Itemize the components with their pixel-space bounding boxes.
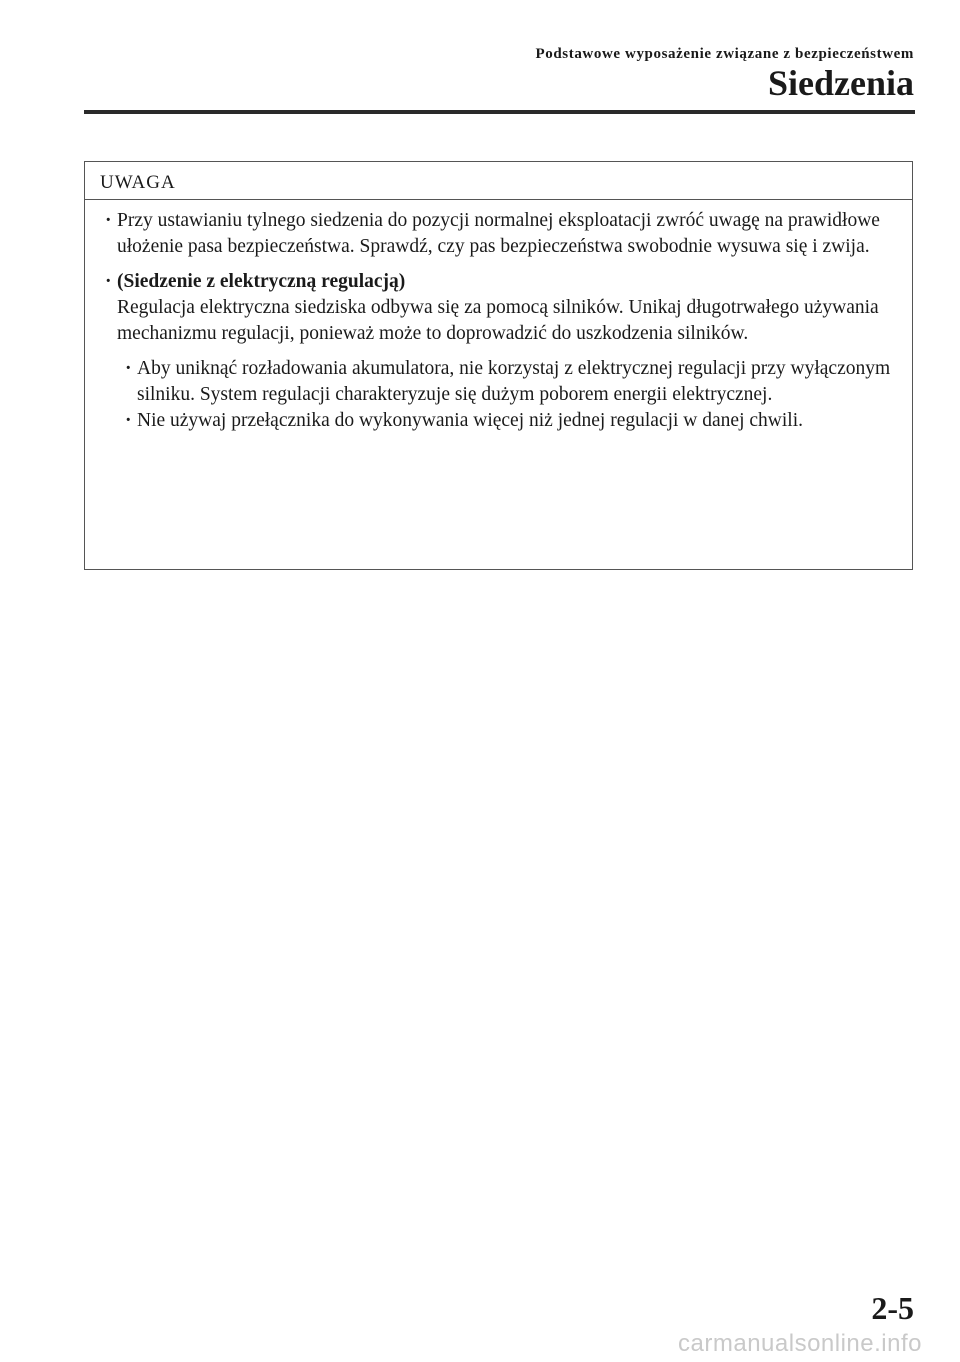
notice-item bbox=[105, 208, 894, 260]
page-title: Siedzenia bbox=[767, 63, 914, 103]
bullet-icon: · bbox=[125, 410, 132, 431]
sub-item-text: Aby uniknąć rozładowania akumulatora, nie korzystaj z elektrycznej regulacji przy wyłączonym silniku. System regulacji charakteryzuje się dużym poborem energii elektrycznej. bbox=[137, 358, 891, 405]
notice-item-text: Przy ustawianiu tylnego siedzenia do pozycji normalnej eksploatacji zwróć uwagę na prawidłowe ułożenie pasa bezpieczeństwa. Sprawdź, czy pas bezpieczeństwa swobodnie wysuwa się i zwija. bbox=[117, 210, 880, 257]
bullet-icon: · bbox=[125, 358, 132, 379]
sub-item bbox=[125, 408, 894, 434]
sub-item-text: Nie używaj przełącznika do wykonywania więcej niż jednej regulacji w danej chwili. bbox=[137, 410, 803, 431]
watermark: carmanualsonline.info bbox=[678, 1330, 922, 1357]
notice-body bbox=[85, 200, 912, 434]
notice-item bbox=[105, 269, 894, 434]
sub-item bbox=[125, 356, 894, 408]
page-number: 2-5 bbox=[871, 1290, 914, 1326]
header-divider bbox=[84, 110, 915, 114]
notice-title: UWAGA bbox=[85, 162, 912, 200]
bullet-icon: · bbox=[105, 210, 112, 231]
sub-list bbox=[117, 356, 894, 434]
section-label: Podstawowe wyposażenie związane z bezpieczeństwem bbox=[535, 46, 914, 62]
bullet-icon: · bbox=[105, 271, 112, 292]
notice-box bbox=[84, 161, 913, 570]
notice-item-text: Regulacja elektryczna siedziska odbywa się za pomocą silników. Unikaj długotrwałego używania mechanizmu regulacji, ponieważ może to doprowadzić do uszkodzenia silników. bbox=[117, 297, 879, 344]
notice-item-heading: (Siedzenie z elektryczną regulacją) bbox=[117, 271, 406, 292]
